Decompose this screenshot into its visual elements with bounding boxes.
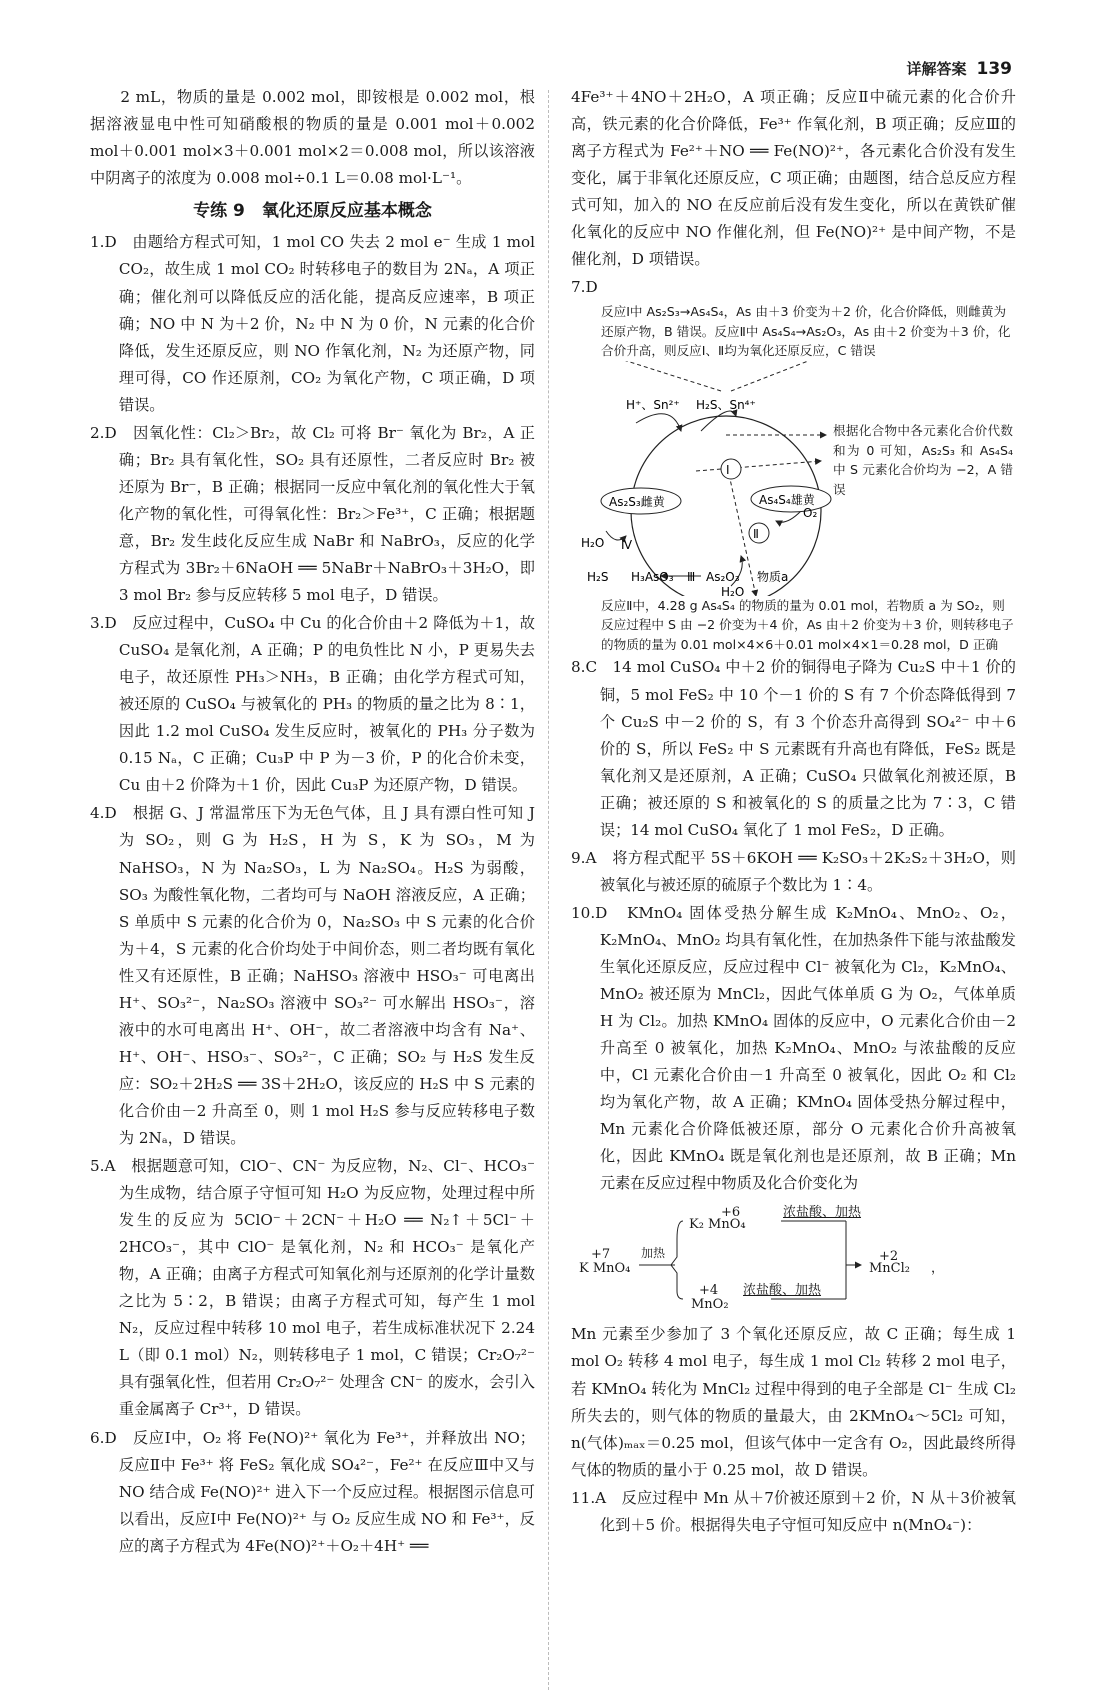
arrow-in-top (636, 414, 681, 431)
answer-item-6: 6.D 反应Ⅰ中，O₂ 将 Fe(NO)²⁺ 氧化为 Fe³⁺，并释放出 NO；反应Ⅱ中 Fe³⁺ 将 FeS₂ 氧化成 SO₄²⁻，Fe²⁺ 在反应Ⅲ中又与 NO 结合成 Fe(NO)²⁺ 进入下一个反应过程。根据图示信息可以看出，反应Ⅰ中 Fe(NO)²⁺ 与 O₂ 反应生成 NO 和 Fe³⁺，反应的离子方程式为 4Fe(NO)²⁺＋O₂＋4H⁺ ══ (90, 1428, 535, 1555)
answer-item-7-head: 7.D (571, 278, 598, 297)
label-as4s4: As₄S₄雄黄 (759, 492, 815, 507)
header-title: 详解答案 (906, 60, 967, 78)
arrow-out-top (701, 411, 736, 431)
arrow-o2 (776, 511, 801, 522)
answer-item-10-continued: Mn 元素至少参加了 3 个氧化还原反应，故 C 正确；每生成 1 mol O₂ 转移 4 mol 电子，每生成 1 mol Cl₂ 转移 2 mol 电子，若 KMnO₄ 转化为 MnCl₂ 过程中得到的电子全部是 Cl⁻ 生成 Cl₂ 所失去的，则气体的物质的量最大，由 2KMnO₄～5Cl₂ 可知，n(气体)ₘₐₓ＝0.25 mol，但该气体中一定含有 O₂，因此最终所得气体的物质的量小于 0.25 mol，故 D 错误。 (571, 1325, 1016, 1479)
reaction-figure (571, 302, 1016, 654)
dashed-pointer-right-2 (696, 461, 821, 471)
label-reaction-II: Ⅱ (753, 526, 759, 541)
answer-item-1: 1.D 由题给方程式可知，1 mol CO 失去 2 mol e⁻ 生成 1 mol CO₂，故生成 1 mol CO₂ 时转移电子的数目为 2Nₐ，A 项正确；催化剂可以降低反应的活化能，提高反应速率，B 项正确；NO 中 N 为＋2 价，N₂ 中 N 为 0 价，N 元素的化合价降低，发生还原反应，则 NO 作氧化剂，N₂ 为还原产物，同理可得，CO 作还原剂，CO₂ 为氧化产物，C 项正确，D 项错误。 (90, 233, 535, 414)
column-divider (548, 90, 549, 1690)
label-as2o3: As₂O₃ (706, 569, 740, 584)
mn-comma: ， (931, 1261, 945, 1277)
label-substance-a: 物质a (757, 569, 789, 584)
mn-mno2: MnO₂ (691, 1297, 729, 1313)
label-h-sn: H⁺、Sn²⁺ (626, 397, 680, 412)
page-number: 139 (976, 59, 1012, 79)
mn-mno2-ox: +4 (699, 1283, 719, 1299)
reaction-II-circle (749, 523, 769, 543)
label-h2s-sn: H₂S、Sn⁴⁺ (696, 397, 756, 412)
answer-item-9: 9.A 将方程式配平 5S＋6KOH ══ K₂SO₃＋2K₂S₂＋3H₂O，则被氧化与被还原的硫原子个数比为 1∶4。 (571, 848, 1016, 894)
label-reaction-IV: Ⅳ (621, 537, 633, 552)
section-title: 专练 9 氧化还原反应基本概念 (193, 201, 432, 222)
label-reaction-III: Ⅲ (687, 569, 696, 584)
figure-note-top: 反应Ⅰ中 As₂S₃→As₄S₄，As 由＋3 价变为＋2 价，化合价降低，则雌黄为还原产物，B 错误。反应Ⅱ中 As₄S₄→As₂O₃，As 由＋2 价变为＋3 价，化合价升高，则反应Ⅰ、Ⅱ均为氧化还原反应，C 错误 (601, 304, 1011, 359)
mn-heat-label: 加热 (641, 1246, 666, 1261)
answer-item-11: 11.A 反应过程中 Mn 从＋7价被还原到＋2 价，N 从＋3价被氧化到＋5 价。根据得失电子守恒可知反应中 n(MnO₄⁻)： (571, 1488, 1016, 1534)
mn-kmno4-ox: +7 (591, 1247, 611, 1263)
reaction-I-circle (721, 459, 741, 479)
intro-paragraph: 2 mL，物质的量是 0.002 mol，即铵根是 0.002 mol，根据溶液显电中性可知硝酸根的物质的量是 0.001 mol＋0.002 mol＋0.001 mol×3＋0.001 mol×2＝0.008 mol，所以该溶液中阴离子的浓度为 0.008 mol÷0.1 L＝0.08 mol·L⁻¹。 (90, 88, 535, 188)
dashed-pointer-top-right (731, 361, 821, 391)
answer-item-3: 3.D 反应过程中，CuSO₄ 中 Cu 的化合价由＋2 降低为＋1，故 CuSO₄ 是氧化剂，A 正确；P 的电负性比 N 小，P 更易失去电子，故还原性 PH₃＞NH₃，B 正确；由化学方程式可知，被还原的 CuSO₄ 与被氧化的 PH₃ 的物质的量之比为 8∶1，因此 1.2 mol CuSO₄ 发生反应时，被氧化的 PH₃ 分子数为 0.15 Nₐ，C 正确；Cu₃P 中 P 为－3 价，P 的化合价未变，Cu 由＋2 价降为＋1 价，因此 Cu₃P 为还原产物，D 错误。 (90, 614, 535, 795)
label-h2o-bottom: H₂O (721, 584, 745, 596)
label-reaction-I: Ⅰ (726, 462, 730, 477)
label-o2: O₂ (803, 505, 818, 520)
dashed-pointer-top-left (611, 361, 721, 391)
label-h3aso3: H₃AsO₃ (631, 569, 674, 584)
mn-mncl2-ox: +2 (879, 1249, 899, 1265)
right-column (571, 84, 1016, 1540)
answer-item-6-continued: 4Fe³⁺＋4NO＋2H₂O，A 项正确；反应Ⅱ中硫元素的化合价升高，铁元素的化合价降低，Fe³⁺ 作氧化剂，B 项正确；反应Ⅲ的离子方程式为 Fe²⁺＋NO ══ Fe(NO)²⁺，各元素化合价没有发生变化，属于非氧化还原反应，C 项正确；由题图，结合总反应方程式可知，加入的 NO 在反应前后没有发生变化，所以在黄铁矿催化氧化的反应中 NO 作催化剂，但 Fe(NO)²⁺ 是中间产物，不是催化剂，D 项错误。 (571, 88, 1016, 269)
answer-item-2: 2.D 因氧化性：Cl₂＞Br₂，故 Cl₂ 可将 Br⁻ 氧化为 Br₂，A 正确；Br₂ 具有氧化性，SO₂ 具有还原性，二者反应时 Br₂ 被还原为 Br⁻，B 正确；根据同一反应中氧化剂的氧化性大于氧化产物的氧化性，可得氧化性：Br₂＞Fe³⁺，C 正确；根据题意，Br₂ 发生歧化反应生成 NaBr 和 NaBrO₃，反应的化学方程式为 3Br₂＋6NaOH ══ 5NaBr＋NaBrO₃＋3H₂O，即 3 mol Br₂ 参与反应转移 5 mol 电子，D 错误。 (90, 423, 535, 605)
mn-mncl2: MnCl₂ (869, 1261, 910, 1277)
mn-valence-diagram (571, 1199, 1016, 1319)
reaction-cycle-diagram (571, 361, 1016, 596)
figure-note-right: 根据化合物中各元素化合价代数和为 0 可知，As₂S₃ 和 As₄S₄ 中 S 元素化合价均为 −2，A 错误 (833, 422, 1013, 497)
label-h2o-left: H₂O (581, 535, 605, 550)
page-header (906, 58, 1012, 79)
left-column (90, 84, 535, 1561)
mn-hcl-heat-1: 浓盐酸、加热 (783, 1205, 862, 1221)
answer-item-8: 8.C 14 mol CuSO₄ 中＋2 价的铜得电子降为 Cu₂S 中＋1 价的铜，5 mol FeS₂ 中 10 个－1 价的 S 有 7 个价态降低得到 7 个 Cu₂S 中－2 价的 S，有 3 个价态升高得到 SO₄²⁻ 中＋6 价的 S，所以 FeS₂ 中 S 元素既有升高也有降低，FeS₂ 既是氧化剂又是还原剂，A 正确；CuSO₄ 只做氧化剂被还原，B 正确；被还原的 S 和被氧化的 S 的质量之比为 7∶3，C 错误；14 mol CuSO₄ 氧化了 1 mol FeS₂，D 正确。 (571, 658, 1016, 839)
mn-hcl-heat-2: 浓盐酸、加热 (743, 1283, 822, 1299)
label-h2s: H₂S (587, 569, 609, 584)
label-as2s3: As₂S₃雌黄 (609, 494, 665, 509)
mn-k2mno4: K₂ MnO₄ (689, 1217, 746, 1233)
answer-item-10: 10.D KMnO₄ 固体受热分解生成 K₂MnO₄、MnO₂、O₂，K₂MnO₄、MnO₂ 均具有氧化性，在加热条件下能与浓盐酸发生氧化还原反应，反应过程中 Cl⁻ 被氧化为 Cl₂，K₂MnO₄、MnO₂ 被还原为 MnCl₂，因此气体单质 G 为 O₂，气体单质 H 为 Cl₂。加热 KMnO₄ 固体的反应中，O 元素化合价由－2 升高至 0 被氧化，加热 K₂MnO₄、MnO₂ 与浓盐酸的反应中，Cl 元素化合价由－1 升高至 0 被氧化，因此 O₂ 和 Cl₂ 均为氧化产物，故 A 正确；KMnO₄ 固体受热分解过程中，Mn 元素化合价降低被还原，部分 O 元素化合价升高被氧化，因此 KMnO₄ 既是氧化剂也是还原剂，故 B 正确；Mn 元素在反应过程中物质及化合价变化为 (571, 903, 1016, 1193)
figure-note-bottom: 反应Ⅱ中，4.28 g As₄S₄ 的物质的量为 0.01 mol，若物质 a 为 SO₂，则反应过程中 S 由 −2 价变为＋4 价，As 由＋2 价变为＋3 价，则转移电子的物质的量为 0.01 mol×4×6＋0.01 mol×4×1＝0.28 mol，D 正确 (601, 597, 1014, 652)
answer-item-5: 5.A 根据题意可知，ClO⁻、CN⁻ 为反应物，N₂、Cl⁻、HCO₃⁻ 为生成物，结合原子守恒可知 H₂O 为反应物，处理过程中所发生的反应为 5ClO⁻＋2CN⁻＋H₂O ══ N₂↑＋5Cl⁻＋2HCO₃⁻，其中 ClO⁻ 是氧化剂，N₂ 和 HCO₃⁻ 是氧化产物，A 正确；由离子方程式可知氧化剂与还原剂的化学计量数之比为 5∶2，B 错误；由离子方程式可知，每产生 1 mol N₂，反应过程中转移 10 mol 电子，若生成标准状况下 2.24 L（即 0.1 mol）N₂，则转移电子 1 mol，C 错误；Cr₂O₇²⁻ 具有强氧化性，但若用 Cr₂O₇²⁻ 处理含 CN⁻ 的废水，会引入重金属离子 Cr³⁺，D 错误。 (90, 1157, 535, 1419)
answer-item-4: 4.D 根据 G、J 常温常压下为无色气体，且 J 具有漂白性可知 J 为 SO₂，则 G 为 H₂S，H 为 S，K 为 SO₃，M 为 NaHSO₃，N 为 Na₂SO₃，L 为 Na₂SO₄。H₂S 为弱酸，SO₃ 为酸性氧化物，二者均可与 NaOH 溶液反应，A 正确；S 单质中 S 元素的化合价为 0，Na₂SO₃ 中 S 元素的化合价为＋4，S 元素的化合价均处于中间价态，则二者均既有氧化性又有还原性，B 正确；NaHSO₃ 溶液中 HSO₃⁻ 可电离出 H⁺、SO₃²⁻，Na₂SO₃ 溶液中 SO₃²⁻ 可水解出 HSO₃⁻，溶液中的水可电离出 H⁺、OH⁻，故二者溶液中均含有 Na⁺、H⁺、OH⁻、HSO₃⁻、SO₃²⁻，C 正确；SO₂ 与 H₂S 发生反应：SO₂＋2H₂S ══ 3S＋2H₂O，该反应的 H₂S 中 S 元素的化合价由－2 升高至 0，则 1 mol H₂S 参与反应转移电子数为 2Nₐ，D 错误。 (90, 804, 535, 1147)
mn-kmno4: K MnO₄ (579, 1261, 631, 1277)
mn-k2mno4-ox: +6 (721, 1205, 741, 1221)
